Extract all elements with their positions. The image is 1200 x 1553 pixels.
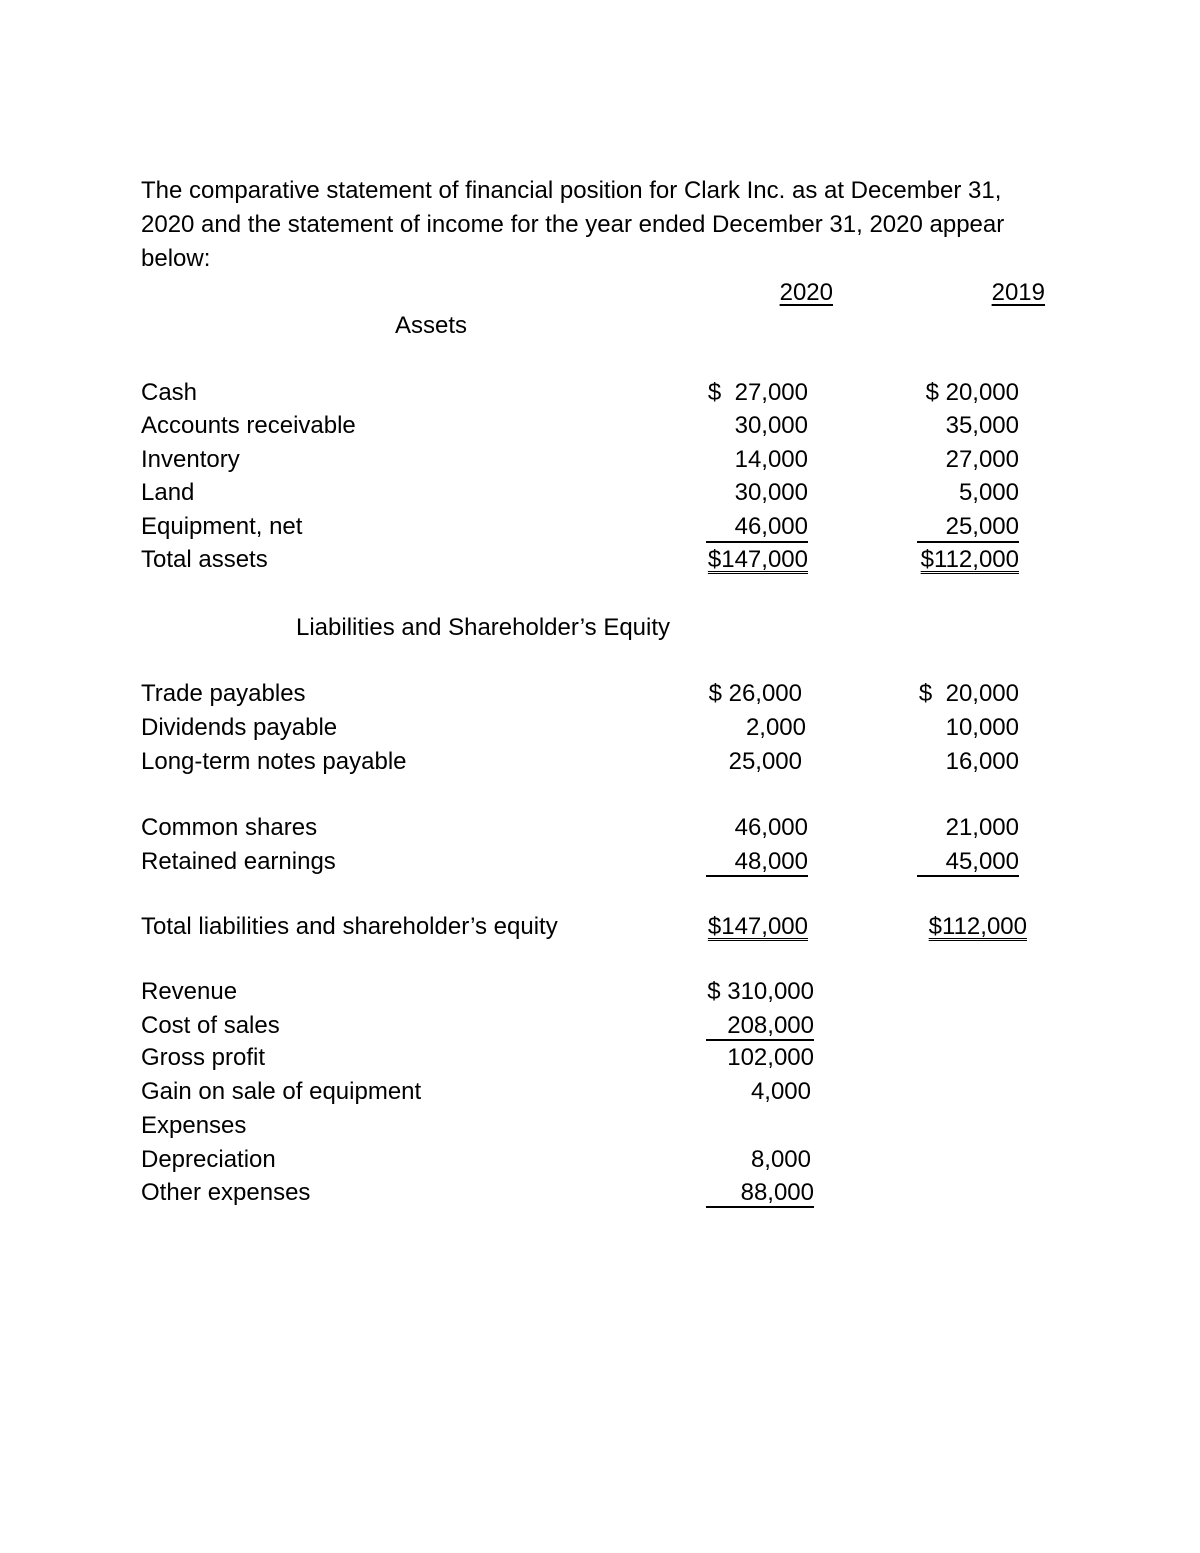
value-2019-dividends-payable: 10,000 [945,714,1019,741]
intro-line-1: The comparative statement of financial position for Clark Inc. as at December 31, [141,177,1002,204]
row-label-revenue: Revenue [141,978,238,1005]
value-depreciation: 8,000 [750,1146,811,1173]
value-2020-total-liabilities-equity: $147,000 [707,913,808,940]
value-2019-land: 5,000 [958,479,1019,506]
liabilities-heading: Liabilities and Shareholder’s Equity [296,614,671,641]
row-label-trade-payables: Trade payables [141,680,306,707]
row-label-land: Land [141,479,195,506]
row-label-total-liabilities-equity: Total liabilities and shareholder’s equity [141,913,558,940]
equity-rule-2020 [706,875,808,877]
value-2020-equipment-net: 46,000 [734,513,808,540]
value-2020-land: 30,000 [734,479,808,506]
value-2020-trade-payables: $ 26,000 [708,680,802,707]
value-2019-cash: $ 20,000 [925,379,1019,406]
value-2019-accounts-receivable: 35,000 [945,412,1019,439]
row-label-expenses: Expenses [141,1112,247,1139]
row-label-cost-of-sales: Cost of sales [141,1012,280,1039]
value-2020-accounts-receivable: 30,000 [734,412,808,439]
other-expenses-rule [706,1206,814,1208]
value-gain-on-sale: 4,000 [750,1078,811,1105]
intro-line-3: below: [141,245,211,272]
value-2019-total-liabilities-equity: $112,000 [928,913,1027,940]
value-2019-equipment-net: 25,000 [945,513,1019,540]
value-2020-dividends-payable: 2,000 [745,714,806,741]
row-label-common-shares: Common shares [141,814,318,841]
value-revenue: $ 310,000 [707,978,814,1005]
value-2019-long-term-notes-payable: 16,000 [945,748,1019,775]
row-label-cash: Cash [141,379,198,406]
value-2020-total-assets: $147,000 [707,546,808,573]
value-gross-profit: 102,000 [727,1044,814,1071]
value-2019-inventory: 27,000 [945,446,1019,473]
value-cost-of-sales: 208,000 [727,1012,814,1039]
value-2019-common-shares: 21,000 [945,814,1019,841]
row-label-equipment-net: Equipment, net [141,513,303,540]
row-label-depreciation: Depreciation [141,1146,276,1173]
value-2019-trade-payables: $ 20,000 [918,680,1019,707]
row-label-other-expenses: Other expenses [141,1179,311,1206]
assets-heading: Assets [395,312,468,339]
row-label-dividends-payable: Dividends payable [141,714,338,741]
value-2020-common-shares: 46,000 [734,814,808,841]
value-2020-inventory: 14,000 [734,446,808,473]
value-2020-cash: $ 27,000 [707,379,808,406]
subtotal-rule-2020 [706,541,808,543]
value-2019-retained-earnings: 45,000 [945,848,1019,875]
row-label-gross-profit: Gross profit [141,1044,266,1071]
value-2020-long-term-notes-payable: 25,000 [728,748,802,775]
column-header-2020: 2020 [779,279,833,306]
subtotal-rule-2019 [917,541,1019,543]
intro-line-2: 2020 and the statement of income for the year ended December 31, 2020 appear [141,211,1005,238]
column-header-2019: 2019 [991,279,1045,306]
cost-of-sales-rule [706,1039,814,1041]
row-label-inventory: Inventory [141,446,240,473]
row-label-long-term-notes-payable: Long-term notes payable [141,748,407,775]
row-label-retained-earnings: Retained earnings [141,848,336,875]
row-label-accounts-receivable: Accounts receivable [141,412,356,439]
row-label-gain-on-sale: Gain on sale of equipment [141,1078,422,1105]
value-2020-retained-earnings: 48,000 [734,848,808,875]
equity-rule-2019 [917,875,1019,877]
row-label-total-assets: Total assets [141,546,268,573]
value-2019-total-assets: $112,000 [920,546,1019,573]
value-other-expenses: 88,000 [740,1179,814,1206]
